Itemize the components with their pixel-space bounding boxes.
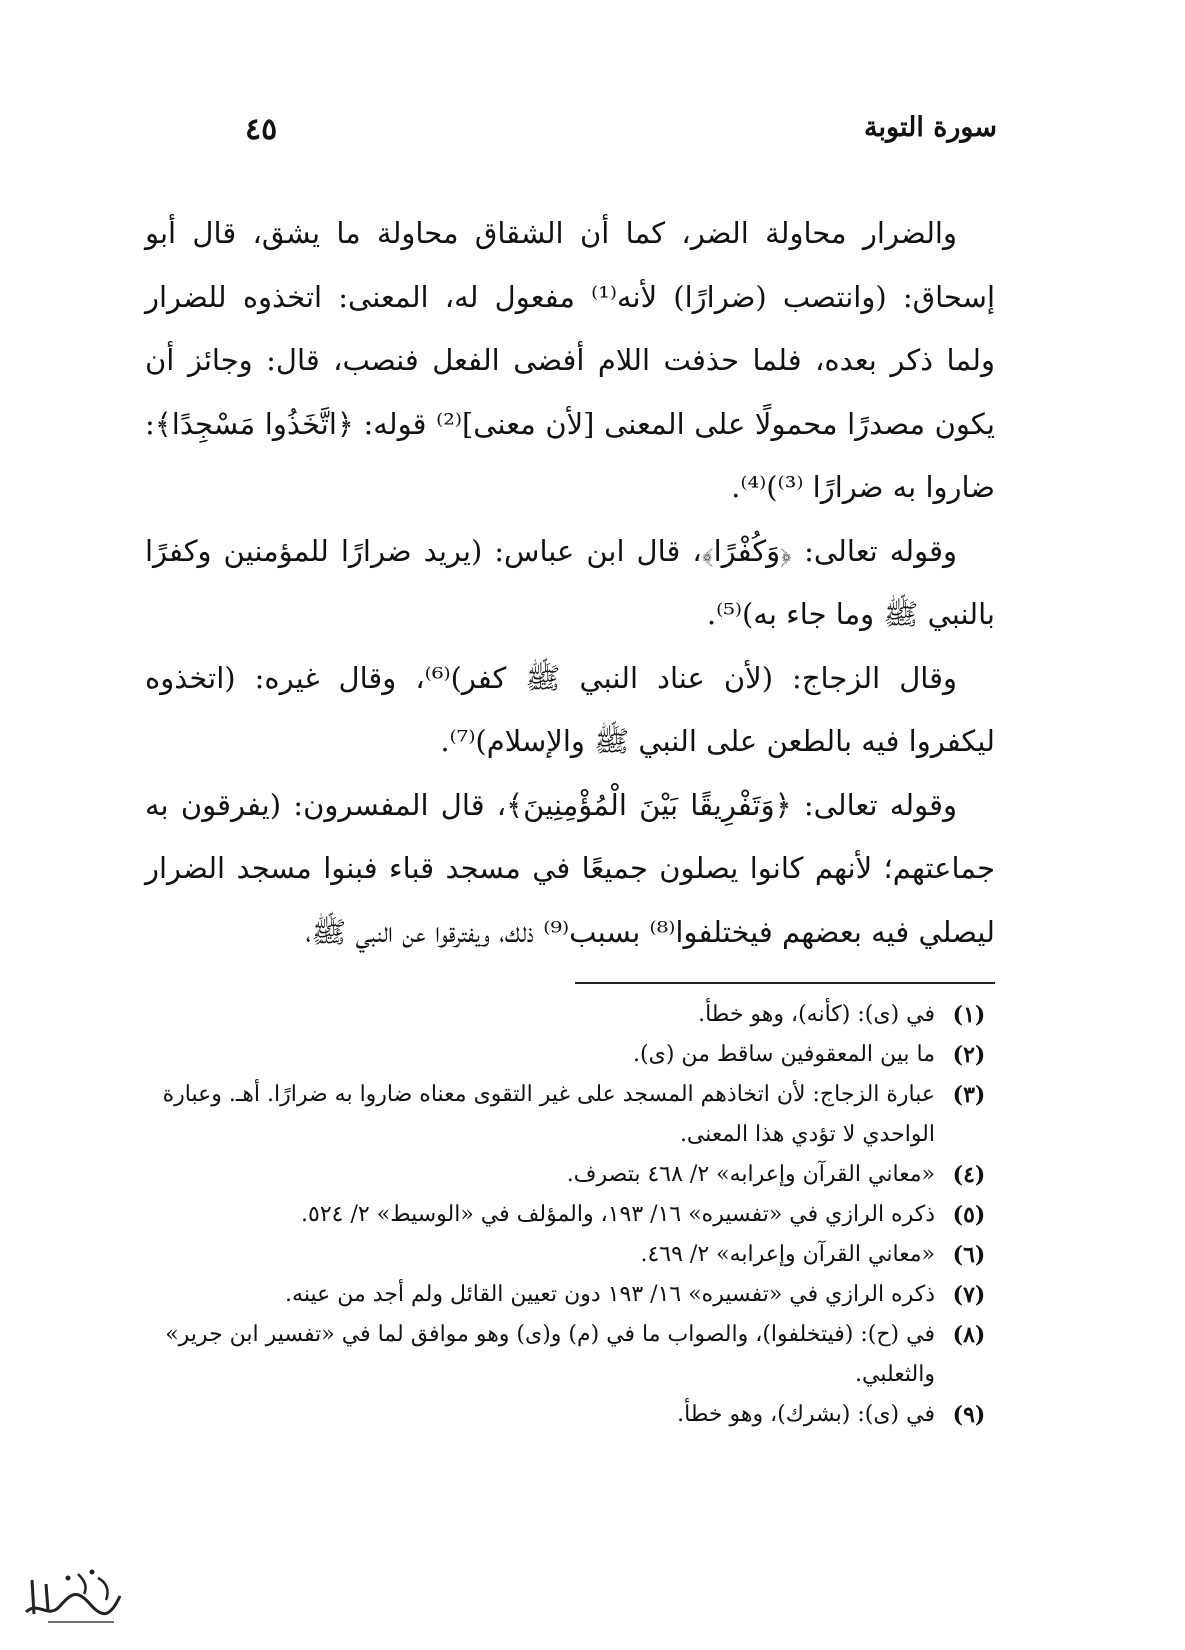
- footnote-divider: [575, 982, 995, 984]
- footnote: [145, 1035, 995, 1075]
- watermark-logo: [18, 1560, 128, 1630]
- footnote-number: (٣): [952, 1082, 986, 1108]
- footnote: [145, 1275, 995, 1315]
- footnote-number: (٥): [952, 1202, 986, 1228]
- footnote-number: (٦): [952, 1242, 986, 1268]
- paragraph-3: وقال الزجاج: (لأن عناد النبي ﷺ كفر)⁽⁶⁾، وقال غيره: (اتخذوه ليكفروا فيه بالطعن على النبي ﷺ والإسلام)⁽⁷⁾.: [145, 660, 995, 758]
- footnote: [145, 1315, 995, 1395]
- footnote: [145, 995, 995, 1035]
- page-number: ٤٥: [245, 112, 278, 147]
- footnote: [145, 1395, 995, 1435]
- footnote: [145, 1235, 995, 1275]
- main-text: [145, 202, 995, 964]
- footnotes: [145, 995, 995, 1435]
- footnote-number: (٩): [952, 1402, 986, 1428]
- footnote-text: ما بين المعقوفين ساقط من (ى).: [633, 1042, 935, 1067]
- footnote-text: عبارة الزجاج: لأن اتخاذهم المسجد على غير التقوى معناه ضاروا به ضرارًا. أهـ. وعبارة الواحدي لا تؤدي هذا المعنى.: [162, 1082, 935, 1147]
- footnote: [145, 1195, 995, 1235]
- footnote-text: «معاني القرآن وإعرابه» ٢/ ٤٦٩.: [640, 1242, 935, 1267]
- surah-title: سورة التوبة: [864, 112, 997, 143]
- footnote-number: (٢): [952, 1042, 986, 1068]
- paragraph-4: وقوله تعالى: ﴿وَتَفْرِيقًا بَيْنَ الْمُؤْمِنِينَ﴾، قال المفسرون: (يفرقون به جماعتهم؛ لأنهم كانوا يصلون جميعًا في مسجد قباء فبنوا مسجد الضرار ليصلي فيه بعضهم فيختلفوا⁽⁸⁾ بسبب⁽⁹⁾ ذلك، ويفترقوا عن النبي ﷺ،: [145, 787, 995, 949]
- footnote-text: في (ح): (فيتخلفوا)، والصواب ما في (م) و(ى) وهو موافق لما في «تفسير ابن جرير» والثعلبي.: [165, 1322, 935, 1387]
- footnote-number: (٤): [952, 1162, 986, 1188]
- footnote-text: ذكره الرازي في «تفسيره» ١٦/ ١٩٣ دون تعيين القائل ولم أجد من عينه.: [285, 1282, 935, 1307]
- footnote-number: (١): [952, 1002, 986, 1028]
- paragraph-1: والضرار محاولة الضر، كما أن الشقاق محاولة ما يشق، قال أبو إسحاق: (وانتصب (ضرارًا) لأنه⁽¹⁾ مفعول له، المعنى: اتخذوه للضرار ولما ذكر بعده، فلما حذفت اللام أفضى الفعل فنصب، قال: وجائز أن يكون مصدرًا محمولًا على المعنى [لأن معنى]⁽²⁾ قوله: ﴿اتَّخَذُوا مَسْجِدًا﴾: ضاروا به ضرارًا ⁽³⁾)⁽⁴⁾.: [145, 216, 995, 504]
- footnote-number: (٧): [952, 1282, 986, 1308]
- footnote-text: «معاني القرآن وإعرابه» ٢/ ٤٦٨ بتصرف.: [566, 1162, 935, 1187]
- footnote: [145, 1075, 995, 1155]
- footnote-text: في (ى): (بشرك)، وهو خطأ.: [677, 1402, 935, 1427]
- calligraphy-logo-icon: [18, 1560, 128, 1630]
- page-header: [0, 112, 1185, 162]
- footnote-text: ذكره الرازي في «تفسيره» ١٦/ ١٩٣، والمؤلف في «الوسيط» ٢/ ٥٢٤.: [301, 1202, 935, 1227]
- paragraph-2: وقوله تعالى: ﴿وَكُفْرًا﴾، قال ابن عباس: (يريد ضرارًا للمؤمنين وكفرًا بالنبي ﷺ وما جاء به)⁽⁵⁾.: [145, 533, 995, 631]
- footnote: [145, 1155, 995, 1195]
- footnote-text: في (ى): (كأنه)، وهو خطأ.: [698, 1002, 935, 1027]
- footnote-number: (٨): [952, 1322, 986, 1348]
